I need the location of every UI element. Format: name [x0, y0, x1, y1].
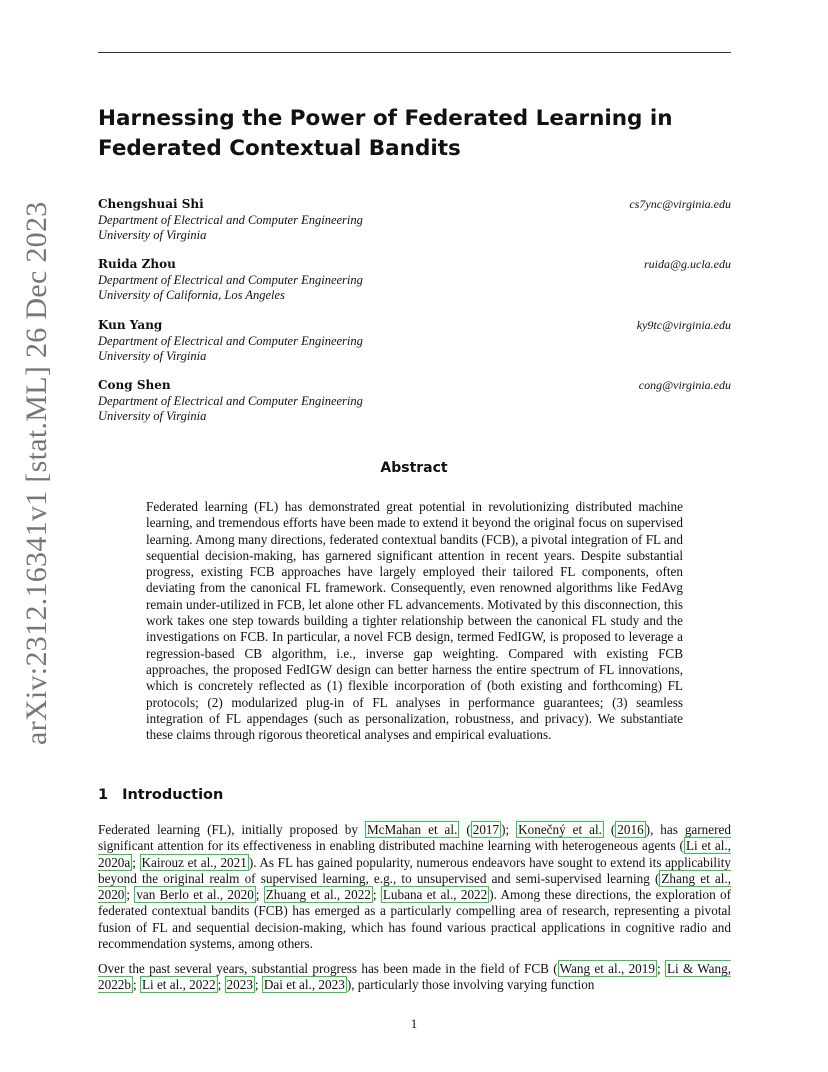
author-institution: University of Virginia	[98, 349, 207, 363]
citation-link[interactable]: Lubana et al., 2022	[382, 887, 488, 903]
text-run: ;	[132, 854, 140, 870]
citation-link[interactable]: Li et al., 2020a	[98, 838, 731, 870]
citation-link[interactable]: Kairouz et al., 2021	[141, 854, 247, 870]
author-email[interactable]: cs7ync@virginia.edu	[629, 197, 731, 211]
text-run: ;	[255, 887, 264, 903]
citation-link[interactable]: 2017	[472, 822, 500, 837]
text-run: ;	[126, 887, 135, 903]
author-email[interactable]: cong@virginia.edu	[638, 378, 731, 392]
author-institution: University of California, Los Angeles	[98, 288, 285, 302]
text-run: ). As FL has gained popularity, numerous endeavors have sought to extend its applicability beyond the original realm of supervised learning, e.g., to unsupervised and semi-supervised learning (	[98, 854, 731, 886]
abstract-text: Federated learning (FL) has demonstrated great potential in revolutionizing distributed machine learning, and tremendous efforts have been made to extend it beyond the original focus on supervised learning. Among many directions, federated contextual bandits (FCB), a pivotal integration of FL and sequential decision-making, has garnered significant attention in recent years. Despite substantial progress, existing FCB approaches have largely employed their tailored FL components, often deviating from the canonical FL framework. Consequently, even renowned algorithms like FedAvg remain under-utilized in FCB, let alone other FL advancements. Motivated by this disconnection, this work takes one step towards building a tighter relationship between the canonical FL study and the investigations on FCB. In particular, a novel FCB design, termed FedIGW, is proposed to leverage a regression-based CB algorithm, i.e., inverse gap weighting. Compared with existing FCB approaches, the proposed FedIGW design can better harness the entire spectrum of FL innovations, which is concretely reflected as (1) flexible incorporation of (both existing and forthcoming) FL protocols; (2) modularized plug-in of FL analyses in performance guarantees; (3) seamless integration of FL appendages (such as personalization, robustness, and privacy). We substantiate these claims through rigorous theoretical analyses and empirical evaluations.	[146, 499, 683, 743]
author-name: Ruida Zhou	[98, 257, 176, 271]
text-run: ;	[217, 977, 225, 993]
author-block	[98, 378, 731, 425]
citation-link[interactable]: Li & Wang, 2022b	[98, 961, 732, 993]
citation-link[interactable]: van Berlo et al., 2020	[136, 887, 254, 903]
intro-paragraph	[98, 961, 731, 994]
text-run: Over the past several years, substantial progress has been made in the field of FCB (	[98, 961, 558, 976]
citation-link[interactable]: McMahan et al.	[366, 822, 458, 837]
text-run: ;	[254, 977, 262, 993]
author-email[interactable]: ruida@g.ucla.edu	[643, 257, 731, 271]
author-institution: University of Virginia	[98, 228, 207, 242]
text-run: ), has garnered significant attention for its effectiveness in enabling distributed machine learning with heterogeneous agents (	[98, 822, 731, 854]
author-block	[98, 197, 731, 244]
citation-link[interactable]: 2016	[617, 822, 644, 837]
author-institution: University of Virginia	[98, 409, 207, 423]
author-department: Department of Electrical and Computer Engineering	[98, 333, 363, 348]
text-run: );	[501, 822, 517, 837]
citation-link[interactable]: Zhang et al., 2020	[98, 870, 731, 903]
citation-link[interactable]: Konečný et al.	[518, 822, 602, 837]
arxiv-stamp: arXiv:2312.16341v1 [stat.ML] 26 Dec 2023	[20, 201, 53, 745]
section-number: 1	[98, 787, 109, 803]
top-rule	[98, 52, 731, 53]
text-run: ), particularly those involving varying function	[346, 977, 595, 993]
citation-link[interactable]: Dai et al., 2023	[263, 977, 345, 993]
text-run: ;	[656, 961, 665, 976]
citation-link[interactable]: Li et al., 2022	[141, 977, 216, 993]
author-name: Cong Shen	[98, 378, 171, 392]
abstract-heading: Abstract	[380, 460, 448, 476]
author-block	[98, 318, 731, 365]
text-run: ;	[132, 977, 140, 993]
text-run: ;	[372, 887, 381, 903]
author-name: Chengshuai Shi	[98, 197, 204, 211]
citation-link[interactable]: Wang et al., 2019	[559, 961, 655, 976]
text-run: (	[459, 822, 471, 837]
text-run: Federated learning (FL), initially proposed by	[98, 822, 365, 837]
intro-paragraph	[98, 822, 731, 952]
text-run: ). Among these directions, the exploration of federated contextual bandits (FCB) has emerged as a particularly compelling area of research, representing a pivotal fusion of FL and sequential decision-making, which has found various practical applications in cognitive radio and recommendation systems, among others.	[98, 887, 731, 952]
section-heading	[98, 787, 223, 803]
text-run: (	[603, 822, 616, 837]
author-block	[98, 257, 731, 304]
author-email[interactable]: ky9tc@virginia.edu	[636, 318, 731, 332]
citation-link[interactable]: Zhuang et al., 2022	[265, 887, 371, 903]
section-title: Introduction	[122, 787, 224, 803]
page-number: 1	[410, 1016, 418, 1031]
author-department: Department of Electrical and Computer Engineering	[98, 272, 363, 287]
author-department: Department of Electrical and Computer Engineering	[98, 212, 363, 227]
citation-link[interactable]: 2023	[226, 977, 253, 993]
paper-title: Harnessing the Power of Federated Learning in Federated Contextual Bandits	[98, 106, 673, 161]
author-department: Department of Electrical and Computer Engineering	[98, 393, 363, 408]
author-name: Kun Yang	[98, 318, 163, 332]
